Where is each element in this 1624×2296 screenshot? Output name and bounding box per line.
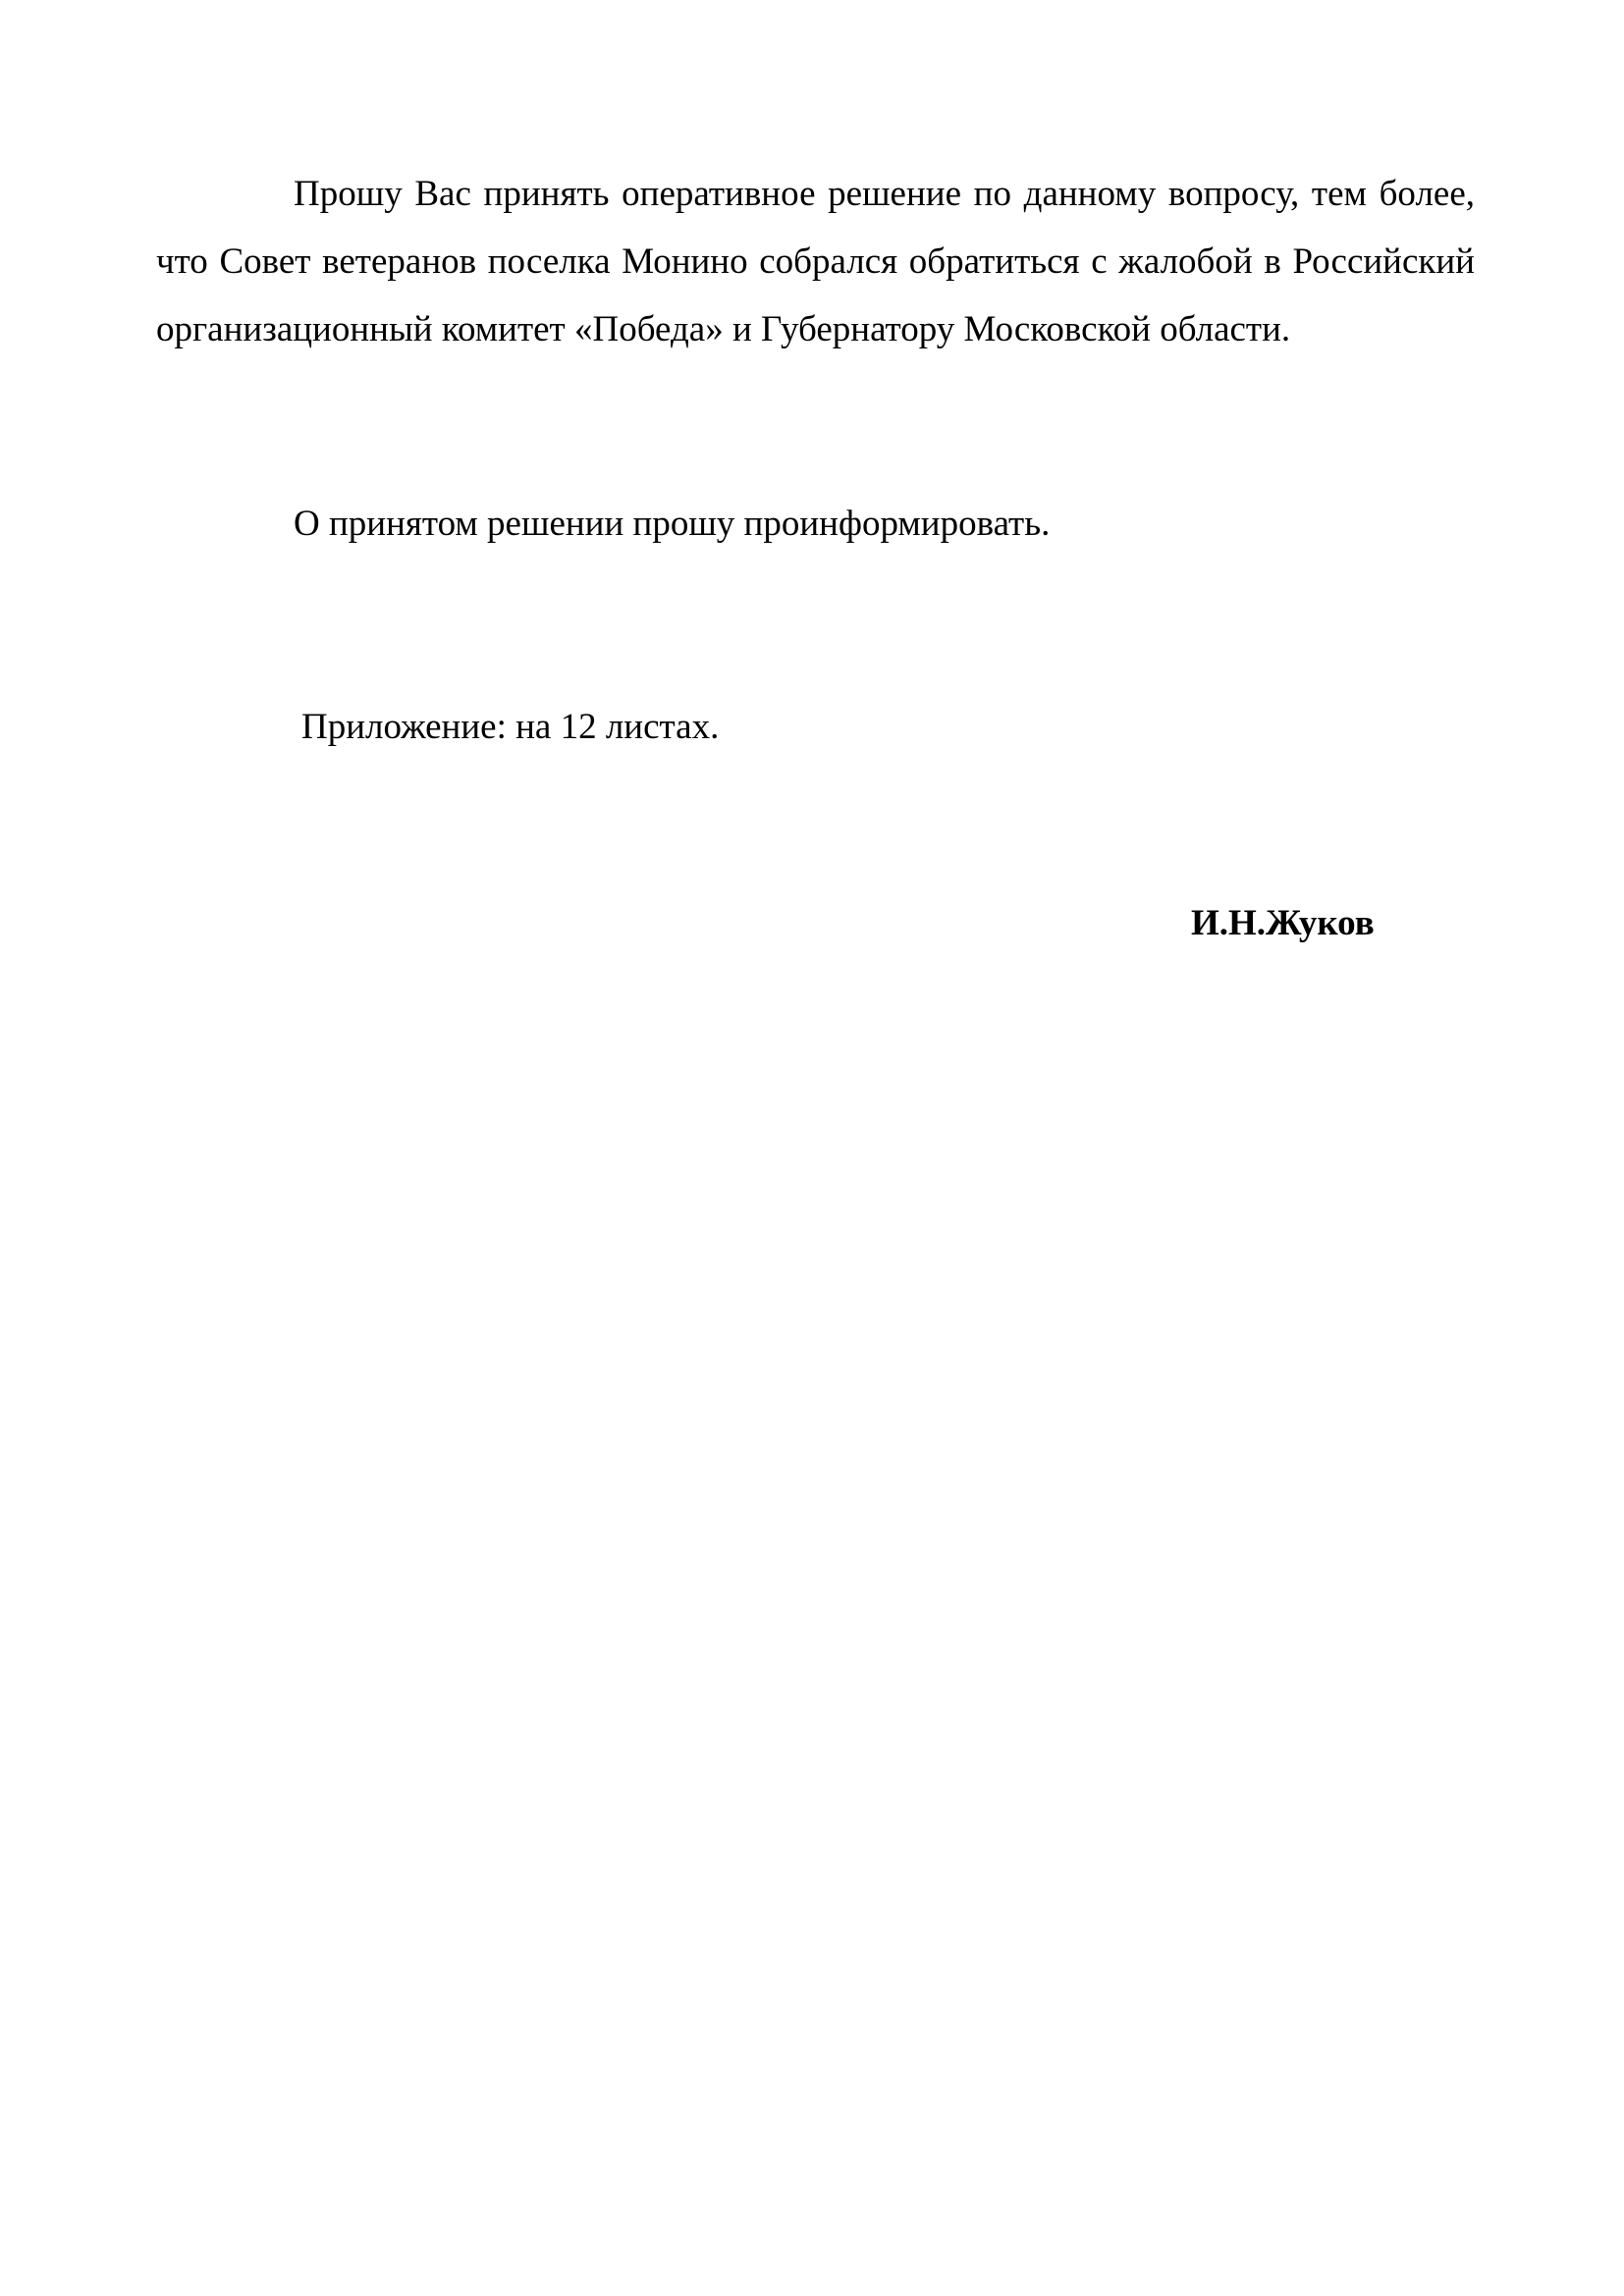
body-paragraph-inform: О принятом решении прошу проинформировать. [294,504,1051,544]
body-paragraph-request: Прошу Вас принять оперативное решение по данному вопросу, тем более, что Совет ветеранов поселка Монино собрался обратиться с жалобой в Российский организационный комитет «Победа» и Губернатору Московской области. [156,174,1475,349]
signature-name: И.Н.Жуков [1191,903,1375,943]
attachment-note: Приложение: на 12 листах. [301,707,720,747]
